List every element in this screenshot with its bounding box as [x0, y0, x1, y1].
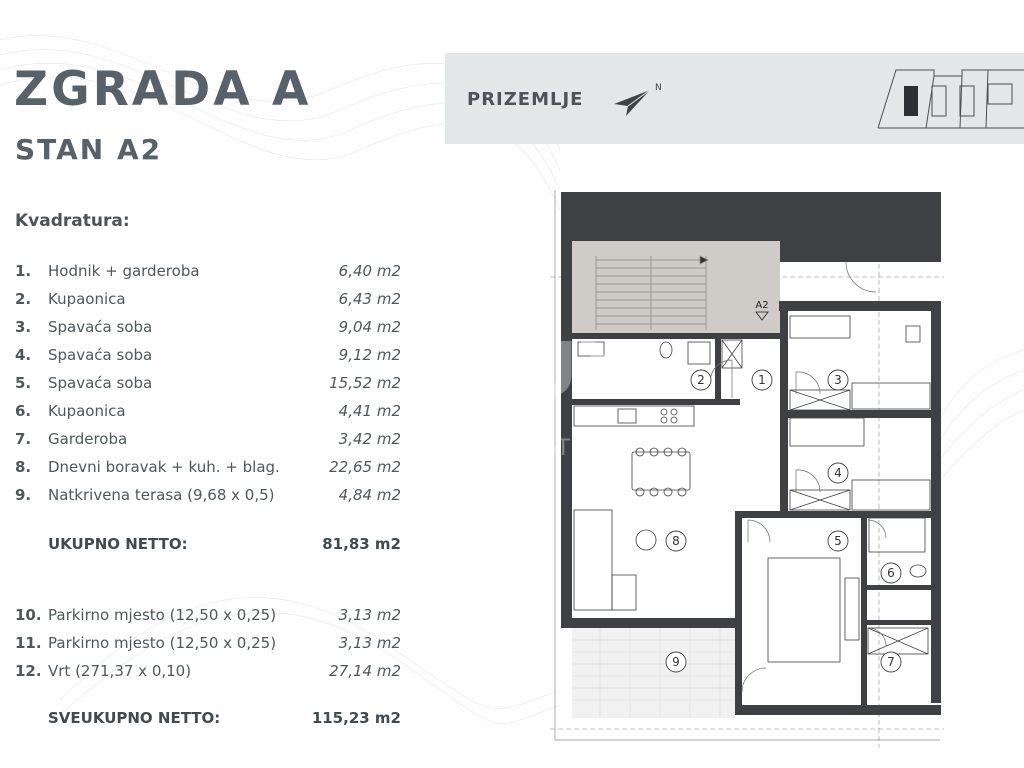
room-marker-7: 7	[887, 655, 895, 669]
grand-total-row	[48, 709, 401, 727]
room-area: 15,52 m2	[329, 374, 401, 392]
room-row-7	[15, 430, 401, 452]
room-label: Spavaća soba	[48, 318, 153, 336]
unit-tag-label: A2	[755, 300, 769, 311]
net-total-label: UKUPNO NETTO:	[48, 535, 188, 553]
room-label: Garderoba	[48, 430, 128, 448]
room-label: Kupaonica	[48, 290, 126, 308]
extra-area: 3,13 m2	[338, 634, 401, 652]
extra-number: 12.	[15, 662, 42, 680]
north-arrow-icon	[608, 78, 664, 122]
room-label: Spavaća soba	[48, 374, 153, 392]
floor-label: PRIZEMLJE	[467, 89, 584, 110]
room-label: Natkrivena terasa (9,68 x 0,5)	[48, 486, 275, 504]
extra-label: Vrt (271,37 x 0,10)	[48, 662, 192, 680]
room-number: 8.	[15, 458, 32, 476]
room-marker-9: 9	[672, 655, 680, 669]
room-number: 1.	[15, 262, 32, 280]
room-row-3	[15, 318, 401, 340]
grand-total-label: SVEUKUPNO NETTO:	[48, 709, 221, 727]
room-marker-2: 2	[697, 373, 705, 387]
room-row-8	[15, 458, 401, 480]
extra-area: 3,13 m2	[338, 606, 401, 624]
room-label: Spavaća soba	[48, 346, 153, 364]
room-row-5	[15, 374, 401, 396]
room-row-4	[15, 346, 401, 368]
room-number: 9.	[15, 486, 32, 504]
room-number: 5.	[15, 374, 32, 392]
room-number: 3.	[15, 318, 32, 336]
watermark-sub: REAL ESTATE	[440, 436, 584, 461]
area-heading: Kvadratura:	[15, 211, 130, 231]
room-area: 22,65 m2	[329, 458, 401, 476]
room-area: 3,42 m2	[338, 430, 401, 448]
room-number: 2.	[15, 290, 32, 308]
extra-number: 10.	[15, 606, 42, 624]
north-label: N	[655, 83, 662, 93]
room-row-9	[15, 486, 401, 508]
plan-terrace	[572, 628, 735, 718]
room-marker-5: 5	[834, 534, 842, 548]
room-row-2	[15, 290, 401, 312]
extra-number: 11.	[15, 634, 42, 652]
room-area: 4,84 m2	[338, 486, 401, 504]
room-number: 7.	[15, 430, 32, 448]
extra-row-10	[15, 606, 401, 628]
watermark-brand: DUX	[456, 327, 636, 413]
extra-row-12	[15, 662, 401, 684]
extra-label: Parkirno mjesto (12,50 x 0,25)	[48, 606, 277, 624]
room-marker-4: 4	[834, 466, 842, 480]
room-area: 9,04 m2	[338, 318, 401, 336]
floor-plan	[440, 188, 944, 748]
room-row-6	[15, 402, 401, 424]
room-row-1	[15, 262, 401, 284]
grand-total-value: 115,23 m2	[311, 709, 401, 727]
room-number: 4.	[15, 346, 32, 364]
unit-highlight	[904, 86, 918, 116]
room-area: 9,12 m2	[338, 346, 401, 364]
room-marker-8: 8	[672, 534, 680, 548]
room-label: Kupaonica	[48, 402, 126, 420]
room-marker-3: 3	[834, 373, 842, 387]
room-number: 6.	[15, 402, 32, 420]
net-total-row	[48, 535, 401, 553]
room-area: 4,41 m2	[338, 402, 401, 420]
room-marker-1: 1	[758, 373, 766, 387]
room-marker-6: 6	[887, 566, 895, 580]
room-area: 6,40 m2	[338, 262, 401, 280]
room-label: Dnevni boravak + kuh. + blag.	[48, 458, 280, 476]
watermark	[440, 327, 635, 461]
building-title: ZGRADA A	[14, 62, 312, 117]
building-key-plan	[876, 62, 1024, 136]
extra-row-11	[15, 634, 401, 656]
room-area: 6,43 m2	[338, 290, 401, 308]
unit-title: STAN A2	[15, 133, 163, 166]
net-total-value: 81,83 m2	[322, 535, 401, 553]
extra-area: 27,14 m2	[329, 662, 401, 680]
room-label: Hodnik + garderoba	[48, 262, 200, 280]
extra-label: Parkirno mjesto (12,50 x 0,25)	[48, 634, 277, 652]
